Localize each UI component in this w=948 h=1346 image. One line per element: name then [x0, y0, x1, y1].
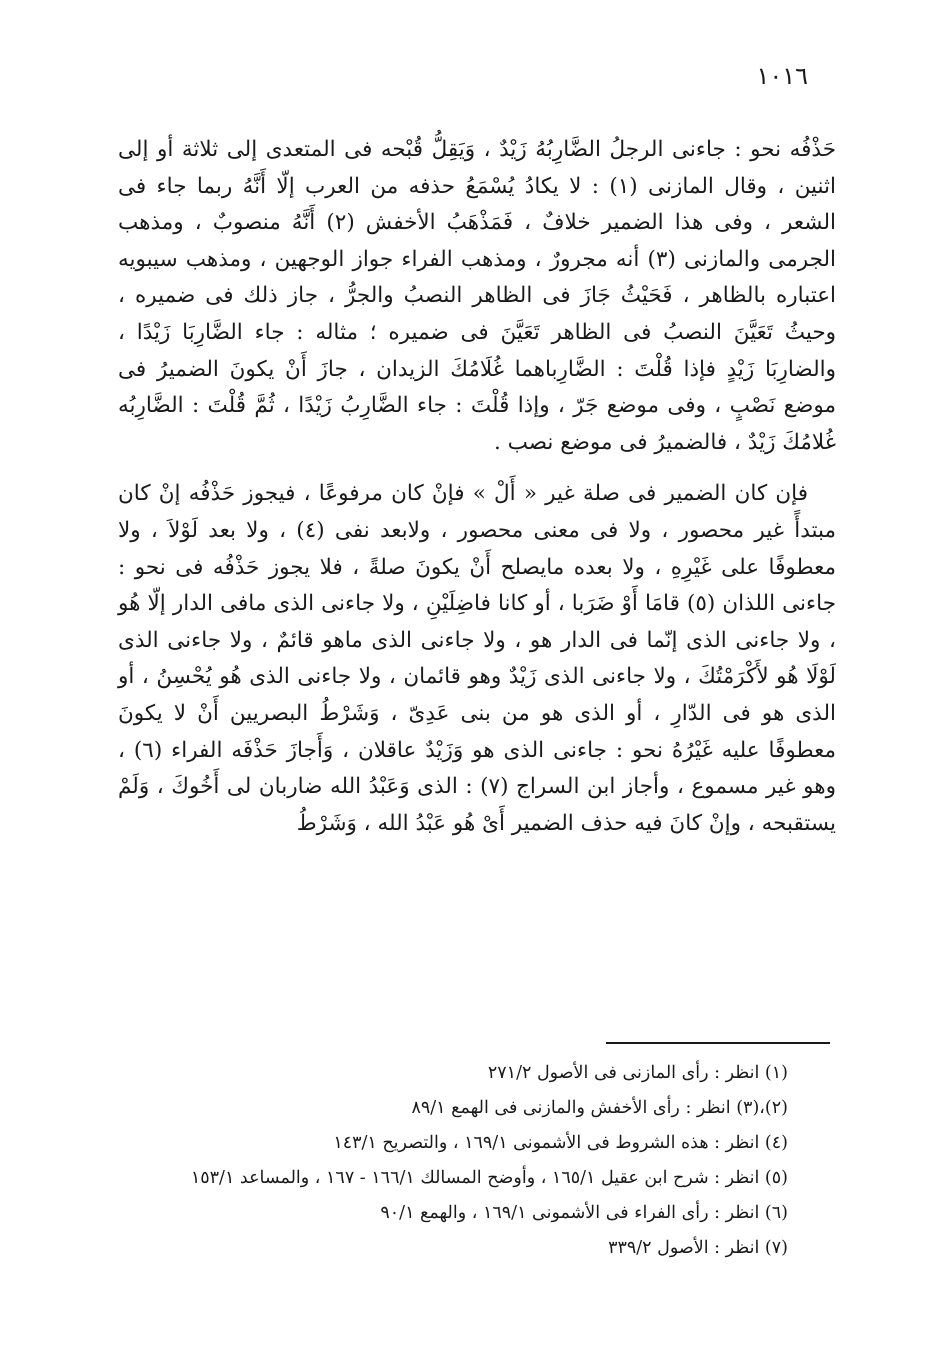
footnote-1: (١) انظر : رأى المازنى فى الأصول ٢٧١/٢	[487, 1063, 788, 1083]
paragraph-1: حَذْفُه نحو : جاءنى الرجلُ الضَّارِبُهُ زَيْدٌ ، وَيَقِلُّ قُبْحه فى المتعدى إلى ثلاثة أو إلى اثنين ، وقال المازنى (١) : لا يكادُ يُسْمَعُ حذفه من العرب إلّا أَنَّهُ ربما جاء فى الشعر ، وفى هذا الضمير خلافٌ ، فَمَذْهَبُ الأخفش (٢) أَنَّهُ منصوبٌ ، ومذهب الجرمى والمازنى (٣) أنه مجرورٌ ، ومذهب الفراء جواز الوجهين ، ومذهب سيبويه اعتباره بالظاهر ، فَحَيْثُ جَازَ فى الظاهر النصبُ والجرُّ ، جاز ذلك فى ضميره ، وحيثُ تَعَيَّنَ النصبُ فى الظاهر تَعَيَّنَ فى ضميره ؛ مثاله : جاء الضَّارِبَا زَيْدًا ، والضارِبَا زَيْدٍ فإذا قُلْتَ : الضَّارِباهما غُلَامُكَ الزيدان ، جازَ أَنْ يكونَ الضميرُ فى موضع نَصْبٍ ، وفى موضع جَرّ ، وإذا قُلْتَ : جاء الضَّارِبُ زَيْدًا ، ثُمَّ قُلْتَ : الضَّارِبُه غُلامُكَ زَيْدٌ ، فالضميرُ فى موضع نصب .	[118, 137, 837, 455]
footnote-4: (٤) انظر : هذه الشروط فى الأشمونى ١٦٩/١ ، والتصريح ١٤٣/١	[333, 1133, 788, 1153]
main-text	[118, 132, 836, 842]
footnote-7: (٧) انظر : الأصول ٣٣٩/٢	[608, 1238, 788, 1258]
footnote-divider	[606, 1042, 830, 1044]
footnote-6: (٦) انظر : رأى الفراء فى الأشمونى ١٦٩/١ ، والهمع ٩٠/١	[380, 1203, 788, 1223]
footnote-2-3: (٢)،(٣) انظر : رأى الأخفش والمازنى فى الهمع ٨٩/١	[411, 1098, 788, 1118]
footnote-5: (٥) انظر : شرح ابن عقيل ١٦٥/١ ، وأوضح المسالك ١٦٦/١ - ١٦٧ ، والمساعد ١٥٣/١	[190, 1168, 788, 1188]
page-number: ١٠١٦	[756, 62, 808, 90]
footnotes	[118, 1056, 836, 1266]
paragraph-2: فإن كان الضمير فى صلة غير « أَلْ » فإنْ كان مرفوعًا ، فيجوز حَذْفُه إنْ كان مبتدأً غير محصور ، ولا فى معنى محصور ، ولابعد نفى (٤) ، ولا بعد لَوْلاَ ، ولا معطوفًا على غَيْرِهِ ، ولا بعده مايصلح أَنْ يكونَ صلةً ، فلا يجوز حَذْفُه فى نحو : جاءنى اللذان (٥) قامَا أَوْ ضَرَبا ، أو كانا فاضِلَيْنِ ، ولا جاءنى الذى مافى الدار إلّا هُو ، ولا جاءنى الذى إنّما فى الدار هو ، ولا جاءنى الذى ماهو قائمٌ ، ولا جاءنى الذى لَوْلَا هُو لأَكْرَمْتُكَ ، ولا جاءنى الذى زَيْدٌ وهو قائمان ، ولا جاءنى الذى هُو يُحْسِنُ ، أو الذى هو فى الدّارِ ، أو الذى هو من بنى عَدِىّ ، وَشَرْطُ البصريين أَنْ لا يكونَ معطوفًا عليه غَيْرُهُ نحو : جاءنى الذى هو وَزَيْدٌ عاقلان ، وَأَجازَ حَذْفَه الفراء (٦) ، وهو غير مسموع ، وأجاز ابن السراج (٧) : الذى وَعَبْدُ الله ضاربان لى أَخُوكَ ، وَلَمْ يستقبحه ، وإنْ كانَ فيه حذف الضمير أَىْ هُو عَبْدُ الله ، وَشَرْطُ	[118, 481, 836, 836]
